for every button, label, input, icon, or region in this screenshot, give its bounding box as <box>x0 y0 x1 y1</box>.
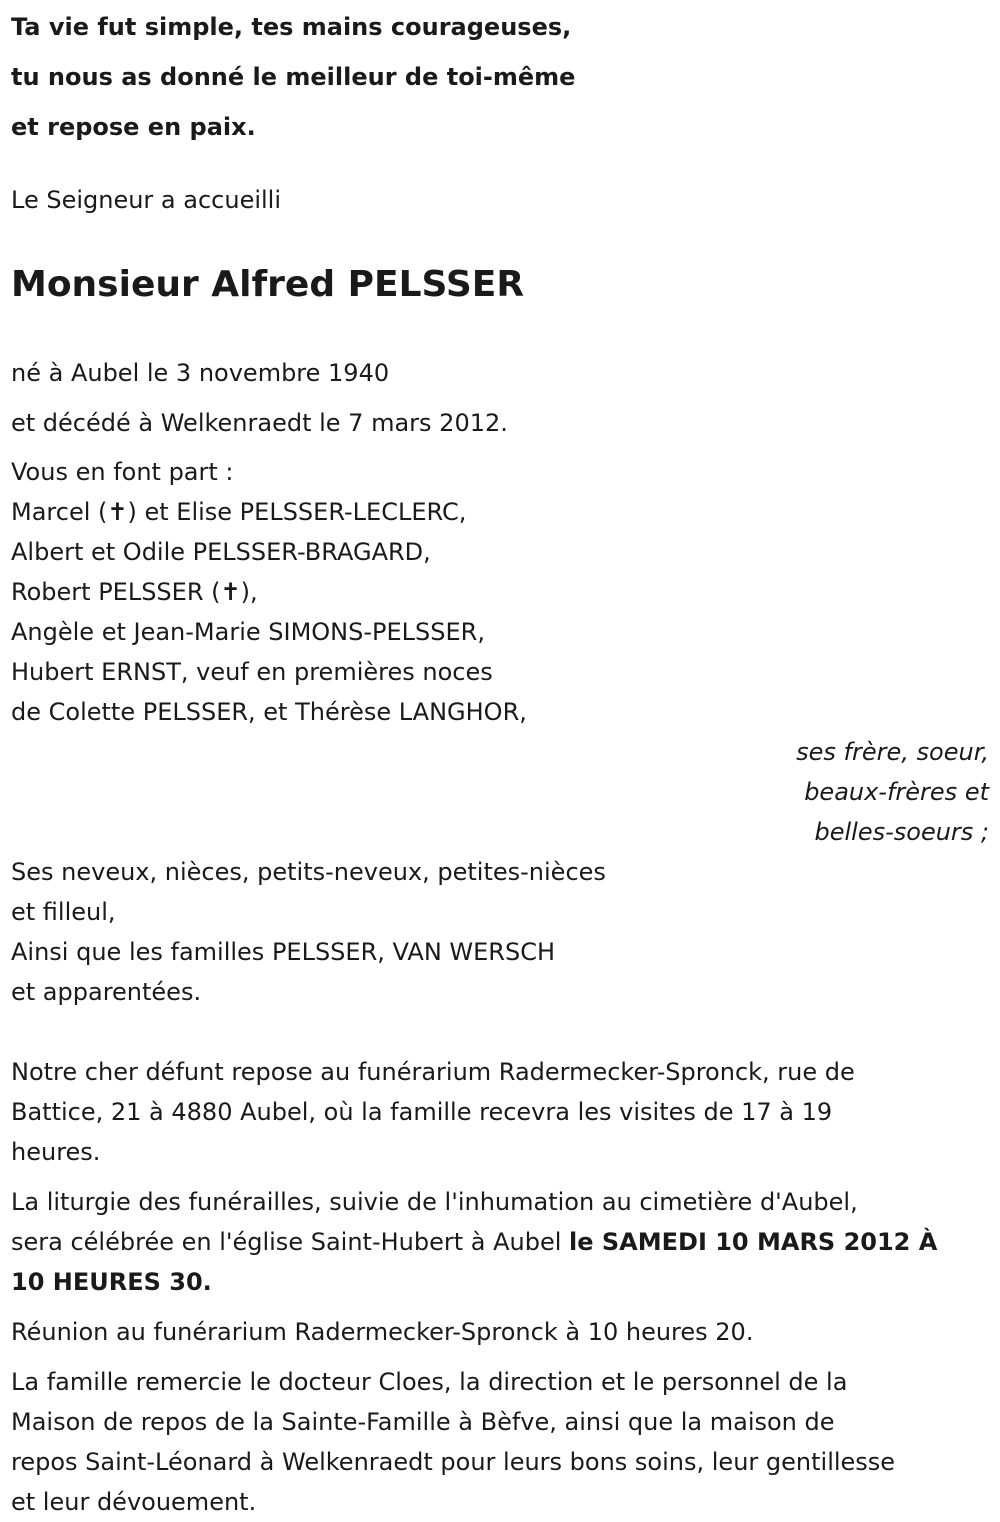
repose-paragraph <box>11 1052 991 1172</box>
verse-line: tu nous as donné le meilleur de toi-même <box>11 63 576 91</box>
thanks-line: repos Saint-Léonard à Welkenraedt pour leurs bons soins, leur gentillesse <box>11 1448 896 1476</box>
family-member: Hubert ERNST, veuf en premières noces <box>11 658 493 686</box>
birth-death-info <box>11 348 991 448</box>
family-member: Angèle et Jean-Marie SIMONS-PELSSER, <box>11 618 485 646</box>
family-member: Marcel (✝) et Elise PELSSER-LECLERC, <box>11 498 467 526</box>
family-member: de Colette PELSSER, et Thérèse LANGHOR, <box>11 698 527 726</box>
family-heading: Vous en font part : <box>11 458 234 486</box>
funeral-time: 10 HEURES 30. <box>11 1268 212 1296</box>
thanks-paragraph <box>11 1362 991 1522</box>
liturgy-line: La liturgie des funérailles, suivie de l'inhumation au cimetière d'Aubel, <box>11 1188 858 1216</box>
relatives-line: et filleul, <box>11 898 116 926</box>
death-line: et décédé à Welkenraedt le 7 mars 2012. <box>11 409 508 437</box>
repose-line: Notre cher défunt repose au funérarium Radermecker-Spronck, rue de <box>11 1058 855 1086</box>
other-relatives <box>11 852 991 1012</box>
thanks-line: et leur dévouement. <box>11 1488 257 1516</box>
liturgy-text: sera célébrée en l'église Saint-Hubert à Aubel <box>11 1228 570 1256</box>
relatives-line: Ainsi que les familles PELSSER, VAN WERSCH <box>11 938 556 966</box>
obituary-notice <box>11 0 991 1522</box>
funeral-date: le SAMEDI 10 MARS 2012 À <box>569 1228 938 1256</box>
family-list <box>11 452 991 732</box>
meeting-paragraph: Réunion au funérarium Radermecker-Spronck à 10 heures 20. <box>11 1318 754 1346</box>
relation-line: ses frère, soeur, <box>796 738 989 766</box>
verse <box>11 2 991 152</box>
verse-line: Ta vie fut simple, tes mains courageuses, <box>11 13 572 41</box>
family-member: Robert PELSSER (✝), <box>11 578 258 606</box>
liturgy-line <box>11 1222 991 1262</box>
family-member: Albert et Odile PELSSER-BRAGARD, <box>11 538 431 566</box>
repose-line: heures. <box>11 1138 101 1166</box>
intro-text: Le Seigneur a accueilli <box>11 186 282 214</box>
thanks-line: Maison de repos de la Sainte-Famille à Bèfve, ainsi que la maison de <box>11 1408 835 1436</box>
relation-line: belles-soeurs ; <box>814 818 989 846</box>
relatives-line: Ses neveux, nièces, petits-neveux, petites-nièces <box>11 858 606 886</box>
relation-line: beaux-frères et <box>804 778 989 806</box>
deceased-name: Monsieur Alfred PELSSER <box>11 264 525 305</box>
thanks-line: La famille remercie le docteur Cloes, la direction et le personnel de la <box>11 1368 848 1396</box>
family-relation <box>11 732 989 852</box>
verse-line: et repose en paix. <box>11 113 256 141</box>
birth-line: né à Aubel le 3 novembre 1940 <box>11 359 390 387</box>
relatives-line: et apparentées. <box>11 978 202 1006</box>
liturgy-paragraph <box>11 1182 991 1302</box>
repose-line: Battice, 21 à 4880 Aubel, où la famille recevra les visites de 17 à 19 <box>11 1098 833 1126</box>
